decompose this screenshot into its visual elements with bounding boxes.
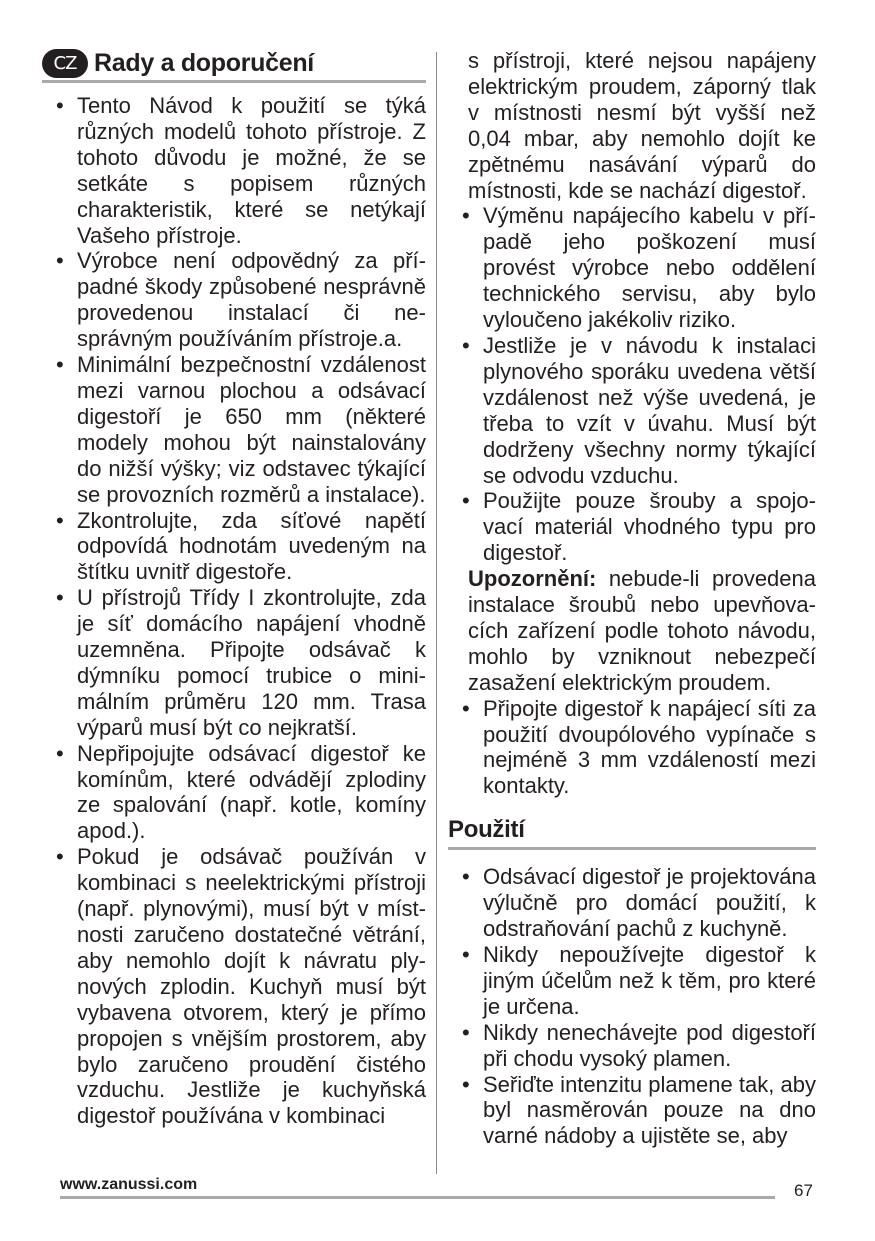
footer-rule (60, 1196, 775, 1199)
list-item: • Jestliže je v návodu k instalaci plynového sporáku uvedena větší vzdálenost než výše uvedená, je třeba to vzít v úvahu. Musí být dodrženy všechny normy týkající se odvodu vzduchu. (448, 333, 816, 488)
list-item: • Seřiďte intenzitu plamene tak, aby byl nasměrován pouze na dno varné nádoby a ujistěte se, aby (448, 1072, 816, 1150)
list-item: • Odsávací digestoř je projektována výlučně pro domácí použití, k odstraňování pachů z kuchyně. (448, 864, 816, 942)
safety-list-last (448, 696, 816, 800)
section-heading-safety (42, 48, 426, 78)
continued-paragraph: s přístroji, které nejsou napájeny elektrickým proudem, záporný tlak v místnosti nesmí být vyšší než 0,04 mbar, aby nemohlo dojít ke zpětnému nasávání výparů do místnosti, kde se nachází digestoř. (468, 48, 816, 203)
right-column (448, 48, 816, 1149)
safety-list-continued (448, 203, 816, 566)
list-item: • Minimální bezpečnostní vzdálenost mezi varnou plochou a odsávací digestoří je 650 mm (některé modely mohou být nainstalovány do nižší výšky; viz odstavec týkající se provozních rozměrů a instalace). (42, 352, 426, 507)
heading-rule (448, 847, 816, 850)
safety-list (42, 93, 426, 1129)
left-column (42, 48, 426, 1129)
column-divider (436, 52, 437, 1174)
list-item: • Tento Návod k použití se týká různých modelů tohoto přístroje. Z tohoto důvodu je možné, že se setkáte s popisem různých charakteristik, které se netýkají Vašeho přístroje. (42, 93, 426, 248)
list-item: • Výměnu napájecího kabelu v případě jeho poškození musí provést výrobce nebo oddělení technického servisu, aby bylo vyloučeno jakékoliv riziko. (448, 203, 816, 333)
use-list (448, 864, 816, 1149)
list-item: • Výrobce není odpovědný za případné škody způsobené nesprávně provedenou instalací či nesprávným používáním přístroje.a. (42, 248, 426, 352)
warning-text: nebude-li provedena instalace šroubů nebo upevňovacích zařízení podle tohoto návodu, mohlo by vzniknout nebezpečí zasažení elektrickým proudem. (468, 566, 816, 695)
section-title-safety: Rady a doporučení (94, 48, 314, 77)
section-heading-use (448, 815, 816, 845)
list-item: • Nikdy nepoužívejte digestoř k jiným účelům než k těm, pro které je určena. (448, 942, 816, 1020)
list-item: • Použijte pouze šrouby a spojovací materiál vhodného typu pro digestoř. (448, 488, 816, 566)
list-item: • Nepřipojujte odsávací digestoř ke komínům, které odvádějí zplodiny ze spalování (např. kotle, komíny apod.). (42, 741, 426, 845)
list-item: • Nikdy nenechávejte pod digestoří při chodu vysoký plamen. (448, 1020, 816, 1072)
section-title-use: Použití (448, 816, 525, 844)
list-item: • Pokud je odsávač používán v kombinaci s neelektrickými přístroji (např. plynovými), musí být v místnosti zaručeno dostatečné větrání, aby nemohlo dojít k návratu plynových zplodin. Kuchyň musí být vybavena otvorem, který je přímo propojen s vnějším prostorem, aby bylo zaručeno proudění čistého vzduchu. Jestliže je kuchyňská digestoř používána v kombinaci (42, 844, 426, 1129)
list-item: • U přístrojů Třídy I zkontrolujte, zda je síť domácího napájení vhodně uzemněna. Připojte odsávač k dýmníku pomocí trubice o minimálním průměru 120 mm. Trasa výparů musí být co nejkratší. (42, 585, 426, 740)
heading-rule (42, 80, 426, 83)
list-item: • Připojte digestoř k napájecí síti za použití dvoupólového vypínače s nejméně 3 mm vzdáleností mezi kontakty. (448, 696, 816, 800)
list-item: • Zkontrolujte, zda síťové napětí odpovídá hodnotám uvedeným na štítku uvnitř digestoře. (42, 508, 426, 586)
footer-website: www.zanussi.com (60, 1176, 198, 1193)
warning-paragraph (448, 566, 816, 696)
page-number: 67 (794, 1181, 813, 1200)
warning-label: Upozornění: (468, 566, 597, 592)
language-badge: CZ (42, 49, 88, 78)
